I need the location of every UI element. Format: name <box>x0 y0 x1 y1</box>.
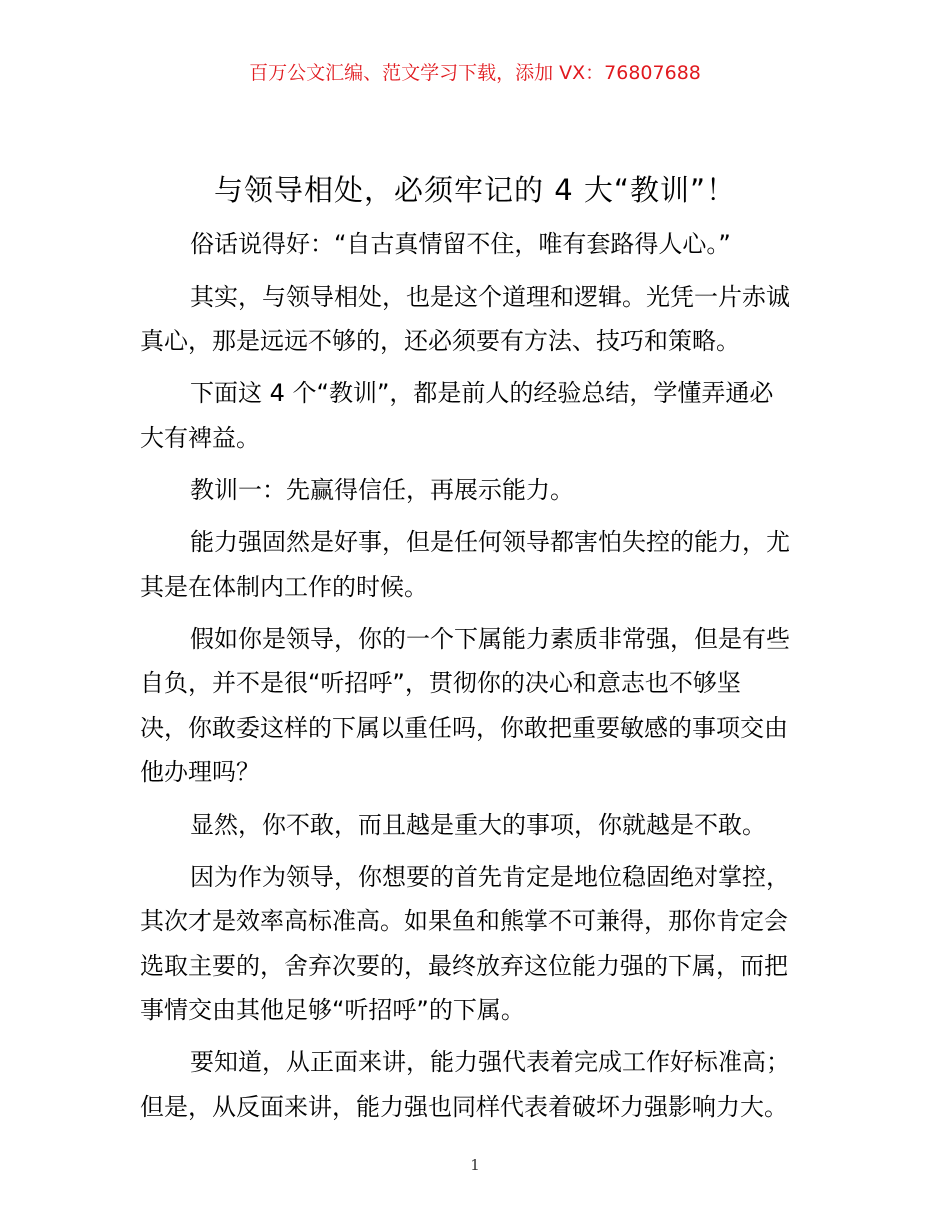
paragraph-line: 能力强固然是好事，但是任何领导都害怕失控的能力，尤 <box>190 528 790 556</box>
paragraph-line: 事情交由其他足够“听招呼”的下属。 <box>140 996 525 1024</box>
paragraph-line: 假如你是领导，你的一个下属能力素质非常强，但是有些 <box>190 625 790 653</box>
watermark-header: 百万公文汇编、范文学习下载，添加 VX：76807688 <box>249 62 701 84</box>
paragraph-line: 下面这 4 个“教训”，都是前人的经验总结，学懂弄通必 <box>190 379 774 407</box>
paragraph-line: 大有裨益。 <box>140 424 260 452</box>
paragraph-line: 要知道，从正面来讲，能力强代表着完成工作好标准高； <box>190 1048 790 1076</box>
paragraph-line: 他办理吗？ <box>140 758 260 786</box>
paragraph-line: 选取主要的，舍弃次要的，最终放弃这位能力强的下属，而把 <box>140 952 788 980</box>
paragraph-line: 因为作为领导，你想要的首先肯定是地位稳固绝对掌控， <box>190 863 790 891</box>
paragraph-line: 其次才是效率高标准高。如果鱼和熊掌不可兼得，那你肯定会 <box>140 907 788 935</box>
paragraph-line: 自负，并不是很“听招呼”，贯彻你的决心和意志也不够坚 <box>140 669 741 697</box>
paragraph-line: 决，你敢委这样的下属以重任吗，你敢把重要敏感的事项交由 <box>140 714 788 742</box>
paragraph-line: 但是，从反面来讲，能力强也同样代表着破坏力强影响力大。 <box>140 1093 788 1121</box>
paragraph-line: 真心，那是远远不够的，还必须要有方法、技巧和策略。 <box>140 327 740 355</box>
paragraph-line: 其是在体制内工作的时候。 <box>140 573 428 601</box>
paragraph-line: 显然，你不敢，而且越是重大的事项，你就越是不敢。 <box>190 811 766 839</box>
paragraph-line: 俗话说得好：“自古真情留不住，唯有套路得人心。” <box>190 230 731 258</box>
paragraph-line: 教训一：先赢得信任，再展示能力。 <box>190 476 574 504</box>
page-number: 1 <box>470 1156 480 1174</box>
paragraph-line: 其实，与领导相处，也是这个道理和逻辑。光凭一片赤诚 <box>190 283 790 311</box>
document-title: 与领导相处，必须牢记的 4 大“教训”！ <box>214 173 736 207</box>
